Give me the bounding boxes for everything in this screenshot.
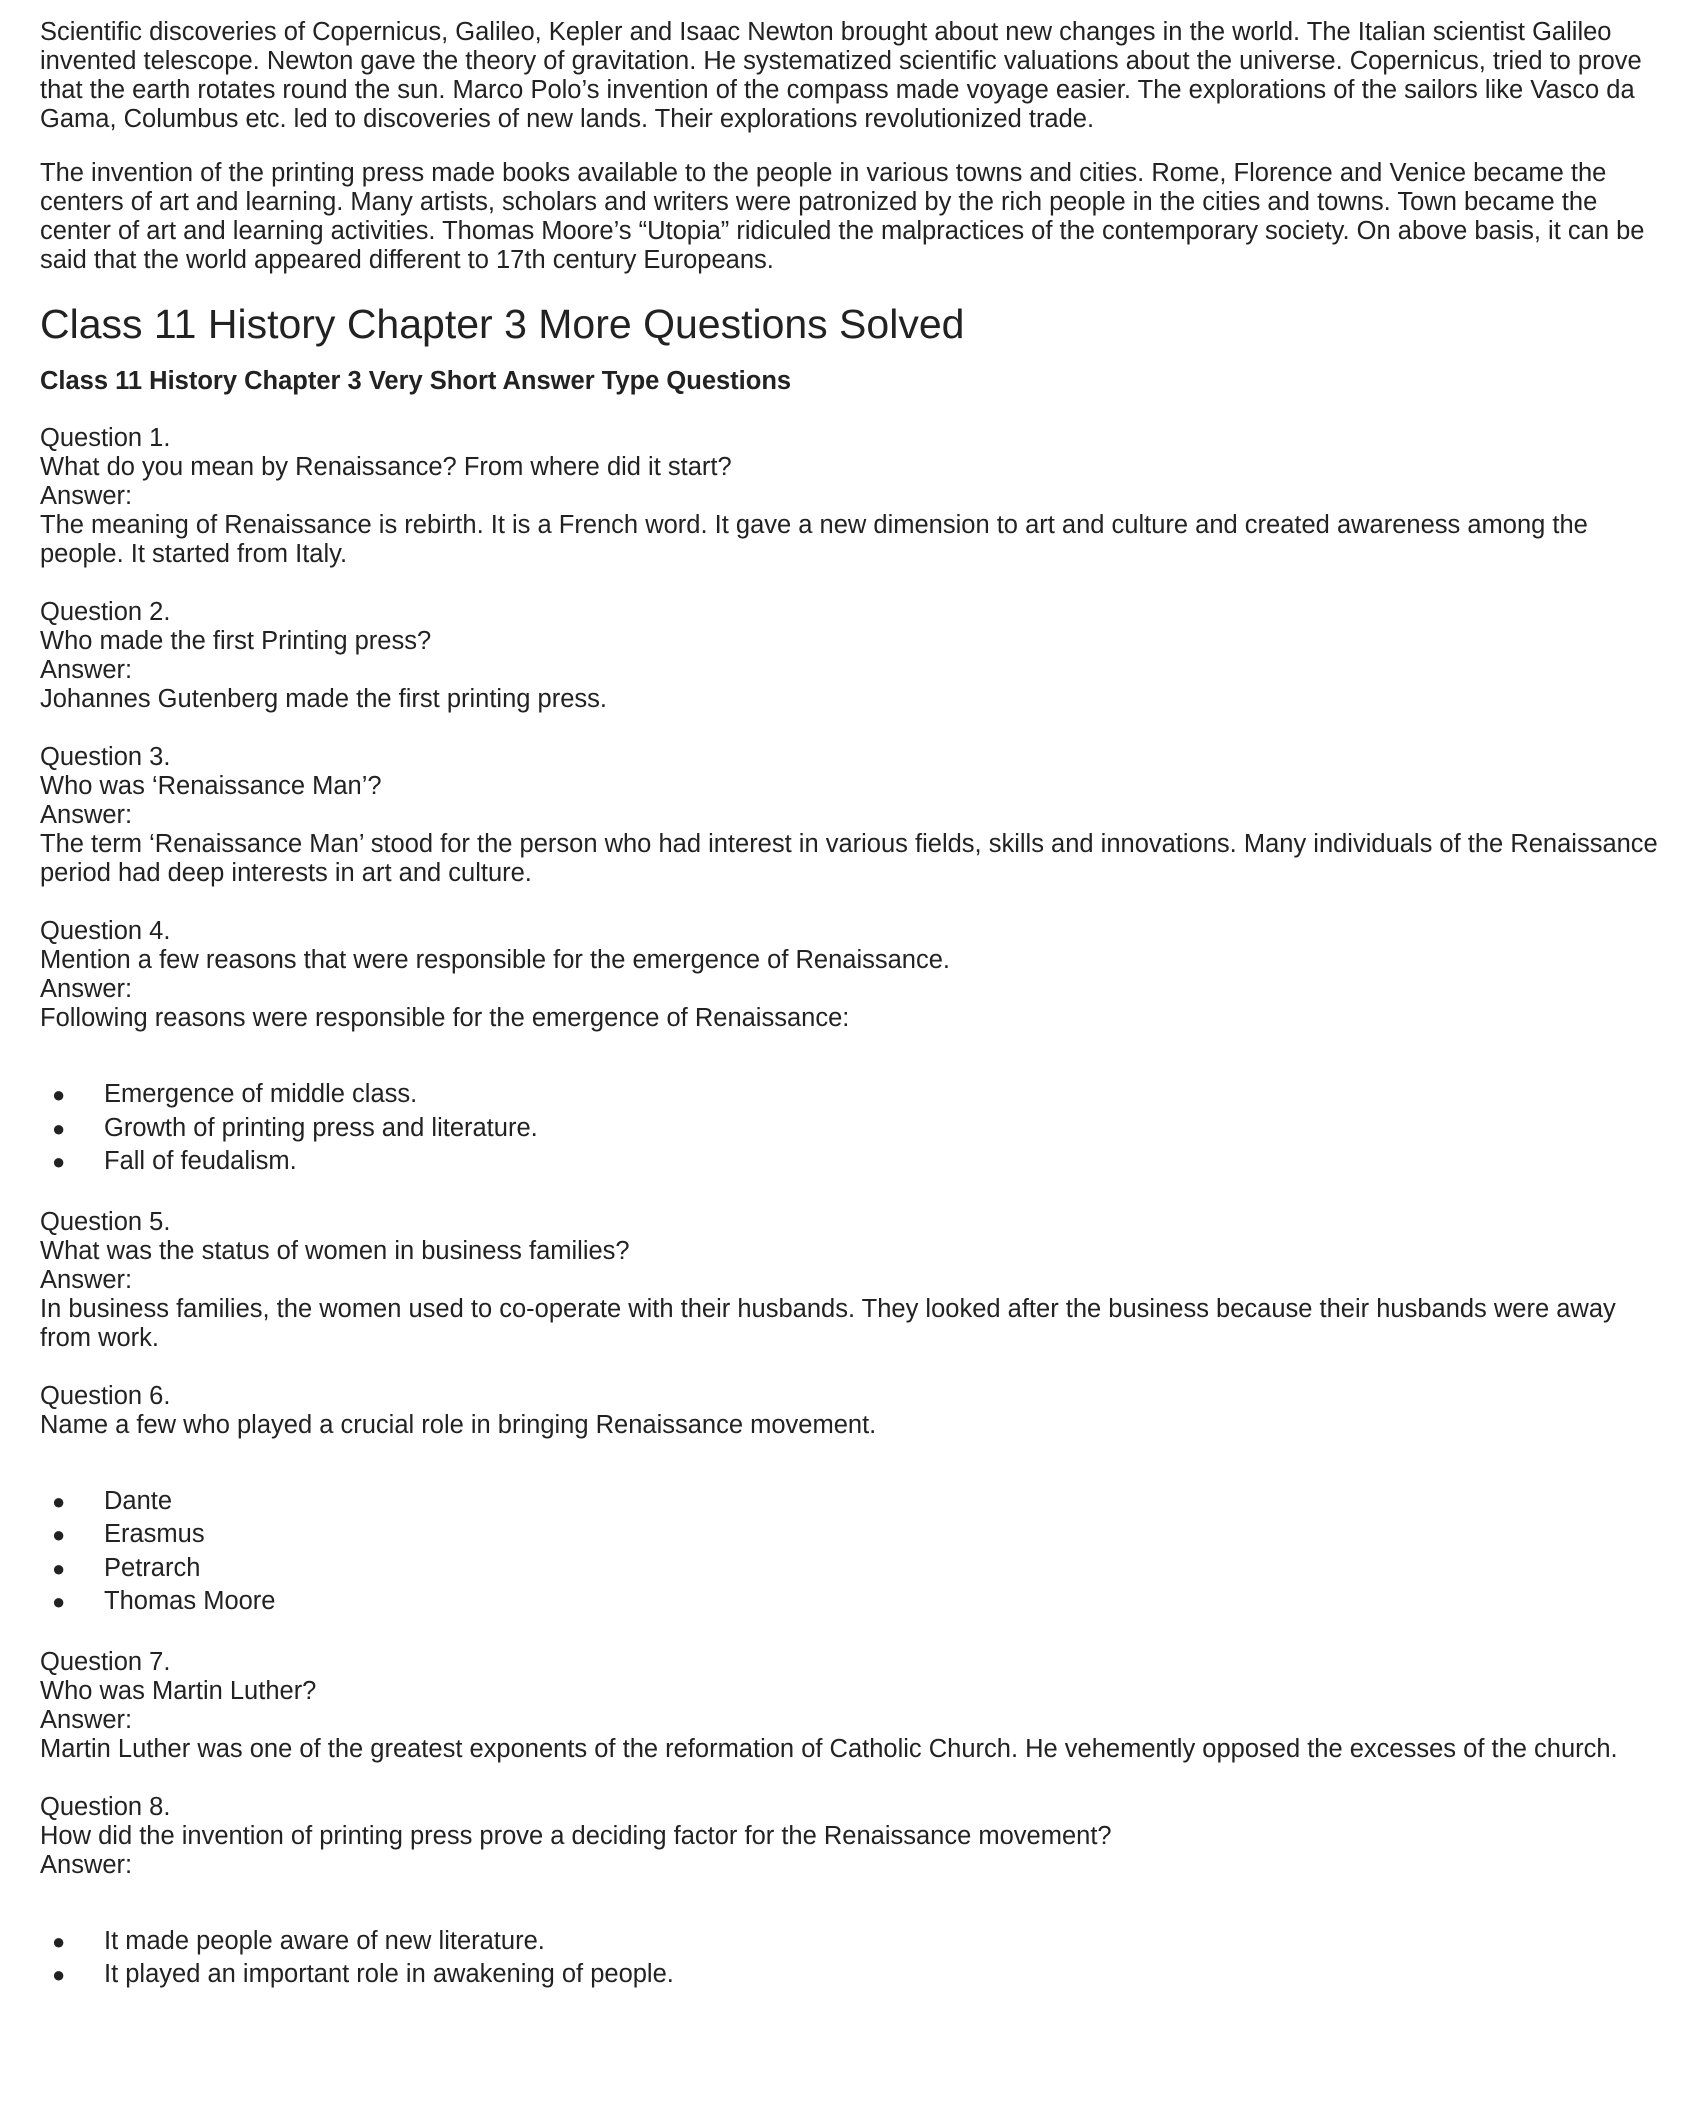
question-block <box>40 917 1670 1179</box>
section-title: Class 11 History Chapter 3 More Questions Solved <box>40 301 965 347</box>
list-item-text: Dante <box>104 1486 173 1515</box>
question-text: Mention a few reasons that were responsible for the emergence of Renaissance. <box>40 946 951 974</box>
answer-label: Answer: <box>40 801 133 829</box>
list-item-text: Emergence of middle class. <box>104 1080 418 1108</box>
list-item <box>40 1078 1670 1112</box>
answer-text: In business families, the women used to co-operate with their husbands. They looked after the business because their husbands were away from work. <box>40 1294 1616 1352</box>
question-block <box>40 1793 1670 1992</box>
answer-text: The term ‘Renaissance Man’ stood for the person who had interest in various fields, skills and innovations. Many individuals of the Renaissance period had deep interests in art and culture. <box>40 830 1658 887</box>
bullet-icon: ● <box>52 1488 66 1514</box>
bullet-icon: ● <box>52 1522 66 1547</box>
question-text: How did the invention of printing press prove a deciding factor for the Renaissance movement? <box>40 1821 1112 1850</box>
list-item-text: Growth of printing press and literature. <box>104 1113 538 1142</box>
answer-text: Johannes Gutenberg made the first printing press. <box>40 685 607 713</box>
bullet-icon: ● <box>52 1115 66 1141</box>
question-label: Question 3. <box>40 743 171 771</box>
list-item-text: Thomas Moore <box>104 1587 276 1615</box>
question-block <box>40 1208 1670 1353</box>
intro-paragraph: The invention of the printing press made books available to the people in various towns and cities. Rome, Florence and Venice became the centers of art and learning. Many artists, scholars and writers were patronized by the rich people in the cities and towns. Town became the center of art and learning activities. Thomas Moore’s “Utopia” ridiculed the malpractices of the contemporary society. On above basis, it can be said that the world appeared different to 17th century Europeans. <box>40 159 1645 274</box>
question-block <box>40 1648 1670 1764</box>
answer-label: Answer: <box>40 656 133 684</box>
question-block <box>40 1382 1670 1619</box>
question-text: Name a few who played a crucial role in bringing Renaissance movement. <box>40 1410 877 1439</box>
question-label: Question 2. <box>40 598 171 626</box>
intro-section <box>40 18 1670 275</box>
question-label: Question 7. <box>40 1647 171 1676</box>
bullet-list <box>40 1925 1670 1992</box>
question-block <box>40 598 1670 714</box>
question-text: What do you mean by Renaissance? From where did it start? <box>40 453 732 481</box>
bullet-icon: ● <box>52 1962 66 1987</box>
list-item <box>40 1925 1670 1959</box>
bullet-list <box>40 1485 1670 1619</box>
list-item <box>40 1485 1670 1519</box>
list-item-text: Fall of feudalism. <box>104 1147 297 1175</box>
question-label: Question 5. <box>40 1207 171 1236</box>
list-item-text: Erasmus <box>104 1520 205 1548</box>
answer-text: Martin Luther was one of the greatest exponents of the reformation of Catholic Church. He vehemently opposed the excesses of the church. <box>40 1734 1618 1763</box>
list-item <box>40 1552 1670 1586</box>
bullet-icon: ● <box>52 1555 66 1581</box>
list-item-text: Petrarch <box>104 1553 201 1582</box>
answer-label: Answer: <box>40 1850 133 1879</box>
bullet-icon: ● <box>52 1928 66 1954</box>
answer-text: The meaning of Renaissance is rebirth. It is a French word. It gave a new dimension to art and culture and created awareness among the people. It started from Italy. <box>40 511 1588 568</box>
list-item <box>40 1112 1670 1146</box>
question-block <box>40 424 1670 569</box>
list-item-text: It made people aware of new literature. <box>104 1926 545 1955</box>
question-text: Who was ‘Renaissance Man’? <box>40 772 382 800</box>
answer-text: Following reasons were responsible for the emergence of Renaissance: <box>40 1004 850 1032</box>
bullet-icon: ● <box>52 1589 66 1614</box>
subsection-title: Class 11 History Chapter 3 Very Short Answer Type Questions <box>40 367 792 395</box>
list-item <box>40 1145 1670 1179</box>
question-label: Question 6. <box>40 1381 171 1410</box>
list-item <box>40 1958 1670 1992</box>
question-text: Who was Martin Luther? <box>40 1676 317 1705</box>
question-text: Who made the first Printing press? <box>40 627 432 655</box>
bullet-list <box>40 1078 1670 1179</box>
answer-label: Answer: <box>40 1705 133 1734</box>
question-label: Question 8. <box>40 1792 171 1821</box>
intro-paragraph: Scientific discoveries of Copernicus, Galileo, Kepler and Isaac Newton brought about new changes in the world. The Italian scientist Galileo invented telescope. Newton gave the theory of gravitation. He systematized scientific valuations about the universe. Copernicus, tried to prove that the earth rotates round the sun. Marco Polo’s invention of the compass made voyage easier. The explorations of the sailors like Vasco da Gama, Columbus etc. led to discoveries of new lands. Their explorations revolutionized trade. <box>40 18 1642 133</box>
question-label: Question 1. <box>40 424 171 452</box>
question-text: What was the status of women in business families? <box>40 1236 630 1265</box>
bullet-icon: ● <box>52 1149 66 1174</box>
answer-label: Answer: <box>40 1265 133 1294</box>
list-item-text: It played an important role in awakening of people. <box>104 1960 674 1988</box>
question-label: Question 4. <box>40 917 171 945</box>
document-page <box>40 18 1670 2021</box>
question-block <box>40 743 1670 888</box>
list-item <box>40 1585 1670 1619</box>
bullet-icon: ● <box>52 1082 66 1107</box>
answer-label: Answer: <box>40 975 133 1003</box>
list-item <box>40 1518 1670 1552</box>
answer-label: Answer: <box>40 482 133 510</box>
